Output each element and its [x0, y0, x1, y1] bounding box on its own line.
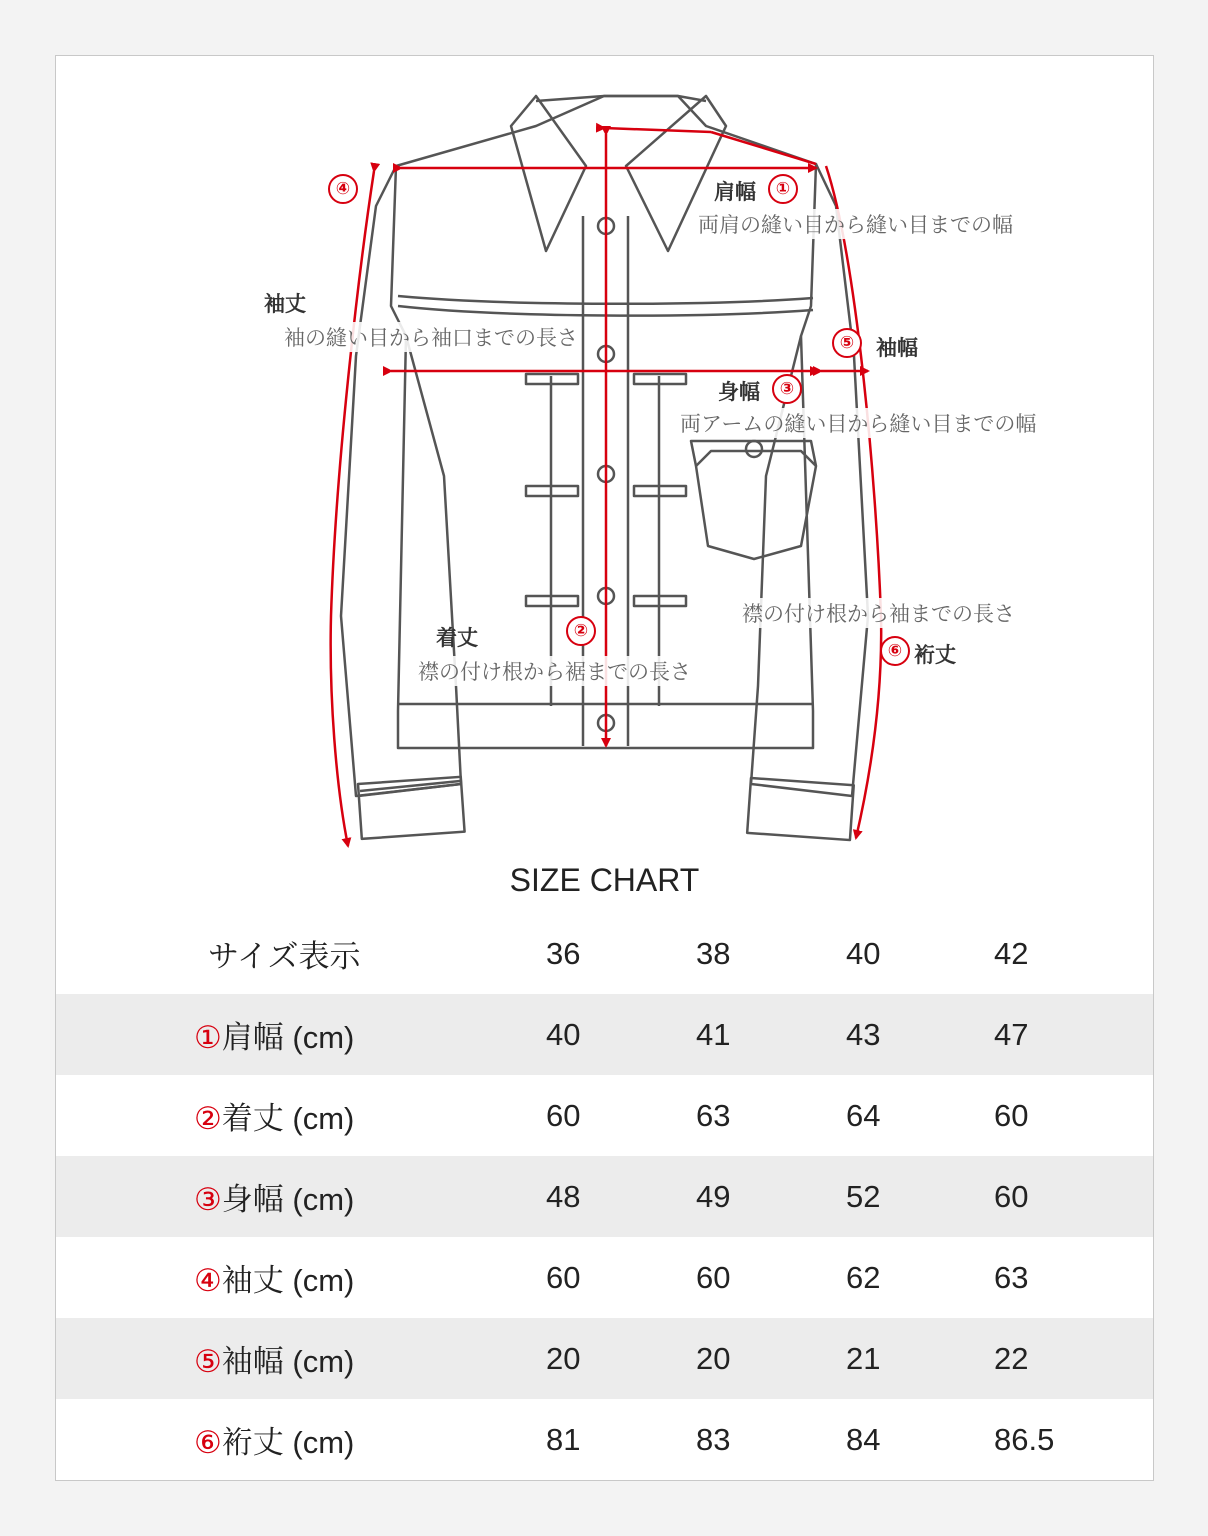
jacket-illustration: [56, 56, 1153, 856]
table-cell: 84: [846, 1421, 881, 1457]
table-cell: 60: [696, 1259, 731, 1295]
table-row-length: [56, 1075, 1153, 1156]
table-cell: 60: [994, 1097, 1029, 1133]
table-cell: 62: [846, 1259, 881, 1295]
table-cell: 81: [546, 1421, 581, 1457]
table-cell: 43: [826, 994, 974, 1075]
jacket-measurement-diagram: [56, 56, 1153, 856]
row-label-text: 着丈 (cm): [221, 1101, 355, 1136]
sleeve-length-desc: 袖の縫い目から袖口までの長さ: [282, 322, 580, 352]
row-label-text: 袖幅 (cm): [221, 1344, 355, 1379]
length-desc: 襟の付け根から裾までの長さ: [416, 656, 693, 686]
row-number-marker: ①: [194, 1020, 222, 1055]
yuki-length-title: 裄丈: [914, 643, 956, 667]
size-header-value: 42: [994, 935, 1029, 971]
table-cell: 60: [546, 1259, 581, 1295]
table-cell: 20: [526, 1318, 676, 1399]
size-header-label: サイズ表示: [208, 939, 361, 974]
body-width-marker: ③: [772, 374, 802, 404]
table-cell: 60: [974, 1156, 1153, 1237]
row-label-text: 袖丈 (cm): [221, 1263, 355, 1298]
table-cell: 60: [546, 1097, 581, 1133]
table-cell: 86.5: [994, 1421, 1055, 1457]
table-cell: 48: [526, 1156, 676, 1237]
row-label: [56, 1318, 526, 1399]
row-number-marker: ⑤: [194, 1344, 222, 1379]
table-row-sleeve-length: [56, 1237, 1153, 1318]
table-cell: 83: [696, 1421, 731, 1457]
sleeve-width-marker: ⑤: [832, 328, 862, 358]
row-label-text: 裄丈 (cm): [221, 1425, 355, 1460]
row-label: [56, 1399, 526, 1480]
row-label: [56, 1075, 526, 1156]
table-cell: 49: [676, 1156, 826, 1237]
row-label-text: 肩幅 (cm): [221, 1020, 355, 1055]
table-row-body-width: [56, 1156, 1153, 1237]
length-title: 着丈: [436, 626, 478, 650]
size-table: [56, 913, 1153, 1480]
row-number-marker: ③: [194, 1182, 222, 1217]
table-cell: 40: [526, 994, 676, 1075]
sleeve-length-marker: ④: [328, 174, 358, 204]
sleeve-length-title: 袖丈: [264, 292, 306, 316]
row-label: [56, 994, 526, 1075]
row-number-marker: ②: [194, 1101, 222, 1136]
size-guide-card: [55, 55, 1154, 1481]
table-cell: 22: [974, 1318, 1153, 1399]
size-header-value: 38: [696, 935, 731, 971]
row-number-marker: ④: [194, 1263, 222, 1298]
row-label: [56, 1237, 526, 1318]
table-row-sleeve-width: [56, 1318, 1153, 1399]
table-row-shoulder: [56, 994, 1153, 1075]
shoulder-width-marker: ①: [768, 174, 798, 204]
size-header-value: 40: [846, 935, 881, 971]
table-cell: 63: [994, 1259, 1029, 1295]
size-header-row: [56, 913, 1153, 994]
row-label: [56, 1156, 526, 1237]
row-number-marker: ⑥: [194, 1425, 222, 1460]
size-chart-title: SIZE CHART: [509, 862, 700, 898]
table-row-yuki-length: [56, 1399, 1153, 1480]
table-cell: 64: [846, 1097, 881, 1133]
table-cell: 20: [676, 1318, 826, 1399]
row-label-text: 身幅 (cm): [221, 1182, 355, 1217]
yuki-length-marker: ⑥: [880, 636, 910, 666]
shoulder-width-title: 肩幅: [714, 180, 756, 204]
size-header-value: 36: [546, 935, 581, 971]
shoulder-width-desc: 両肩の縫い目から縫い目までの幅: [696, 209, 1015, 239]
body-width-title: 身幅: [718, 380, 760, 404]
table-cell: 52: [826, 1156, 974, 1237]
table-cell: 21: [826, 1318, 974, 1399]
length-marker: ②: [566, 616, 596, 646]
sleeve-width-title: 袖幅: [876, 336, 918, 360]
table-cell: 41: [676, 994, 826, 1075]
body-width-desc: 両アームの縫い目から縫い目までの幅: [678, 408, 1038, 438]
table-cell: 47: [974, 994, 1153, 1075]
table-cell: 63: [696, 1097, 731, 1133]
yuki-length-desc: 襟の付け根から袖までの長さ: [740, 598, 1017, 628]
